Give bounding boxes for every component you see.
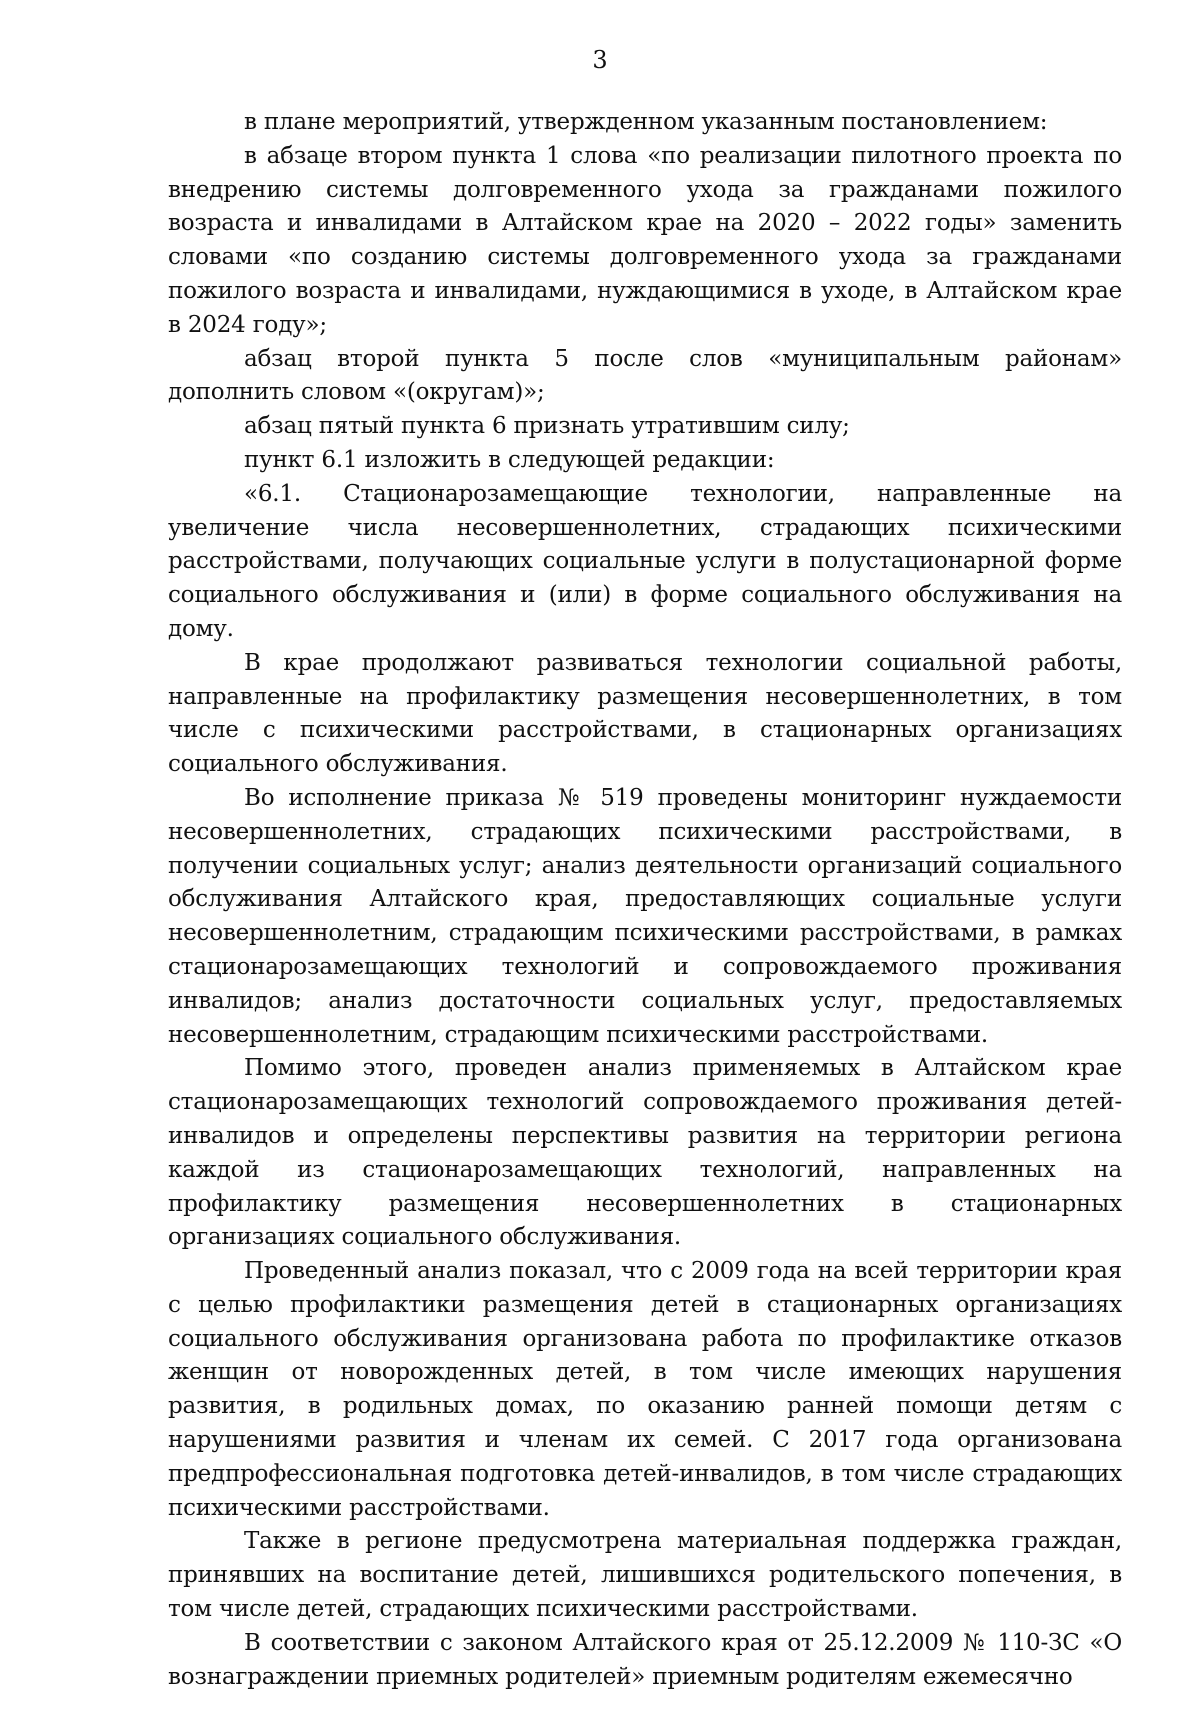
paragraph-2: в абзаце втором пункта 1 слова «по реализации пилотного проекта по внедрению системы долговременного ухода за гражданами пожилого возраста и инвалидами в Алтайском крае на 2020 – 2022 годы» заменить словами «по созданию системы долговременного ухода за гражданами пожилого возраста и инвалидами, нуждающимися в уходе, в Алтайском крае в 2024 году»;: [168, 142, 1122, 338]
paragraph-3: абзац второй пункта 5 после слов «муниципальным районам» дополнить словом «(округам)»;: [168, 345, 1122, 406]
paragraph-10: Проведенный анализ показал, что с 2009 года на всей территории края с целью профилактики размещения детей в стационарных организациях социального обслуживания организована работа по профилактике отказов женщин от новорожденных детей, в том числе имеющих нарушения развития, в родильных домах, по оказанию ранней помощи детям с нарушениями развития и членам их семей. С 2017 года организована предпрофессиональная подготовка детей-инвалидов, в том числе страдающих психическими расстройствами.: [168, 1258, 1122, 1521]
paragraph-8: Во исполнение приказа № 519 проведены мониторинг нуждаемости несовершеннолетних, страдающих психическими расстройствами, в получении социальных услуг; анализ деятельности организаций социального обслуживания Алтайского края, предоставляющих социальные услуги несовершеннолетним, страдающим психическими расстройствами, в рамках стационарозамещающих технологий и сопровождаемого проживания инвалидов; анализ достаточности социальных услуг, предоставляемых несовершеннолетним, страдающим психическими расстройствами.: [168, 784, 1122, 1048]
paragraph-12: В соответствии с законом Алтайского края от 25.12.2009 № 110-ЗС «О вознаграждении приемных родителей» приемным родителям ежемесячно: [168, 1629, 1122, 1690]
paragraph-9: Помимо этого, проведен анализ применяемых в Алтайском крае стационарозамещающих технологий сопровождаемого проживания детей-инвалидов и определены перспективы развития на территории региона каждой из стационарозамещающих технологий, направленных на профилактику размещения несовершеннолетних в стационарных организациях социального обслуживания.: [168, 1055, 1122, 1251]
paragraph-7: В крае продолжают развиваться технологии социальной работы, направленные на профилактику размещения несовершеннолетних, в том числе с психическими расстройствами, в стационарных организациях социального обслуживания.: [168, 649, 1122, 778]
paragraph-5: пункт 6.1 изложить в следующей редакции:: [244, 446, 775, 473]
document-body: [168, 106, 1122, 1694]
paragraph-1: в плане мероприятий, утвержденном указанным постановлением:: [244, 109, 1048, 135]
paragraph-6: «6.1. Стационарозамещающие технологии, направленные на увеличение числа несовершеннолетних, страдающих психическими расстройствами, получающих социальные услуги в полустационарной форме социального обслуживания и (или) в форме социального обслуживания на дому.: [168, 480, 1122, 642]
paragraph-11: Также в регионе предусмотрена материальная поддержка граждан, принявших на воспитание детей, лишившихся родительского попечения, в том числе детей, страдающих психическими расстройствами.: [168, 1528, 1122, 1623]
page-number: 3: [592, 46, 608, 74]
paragraph-4: абзац пятый пункта 6 признать утратившим силу;: [244, 413, 850, 440]
